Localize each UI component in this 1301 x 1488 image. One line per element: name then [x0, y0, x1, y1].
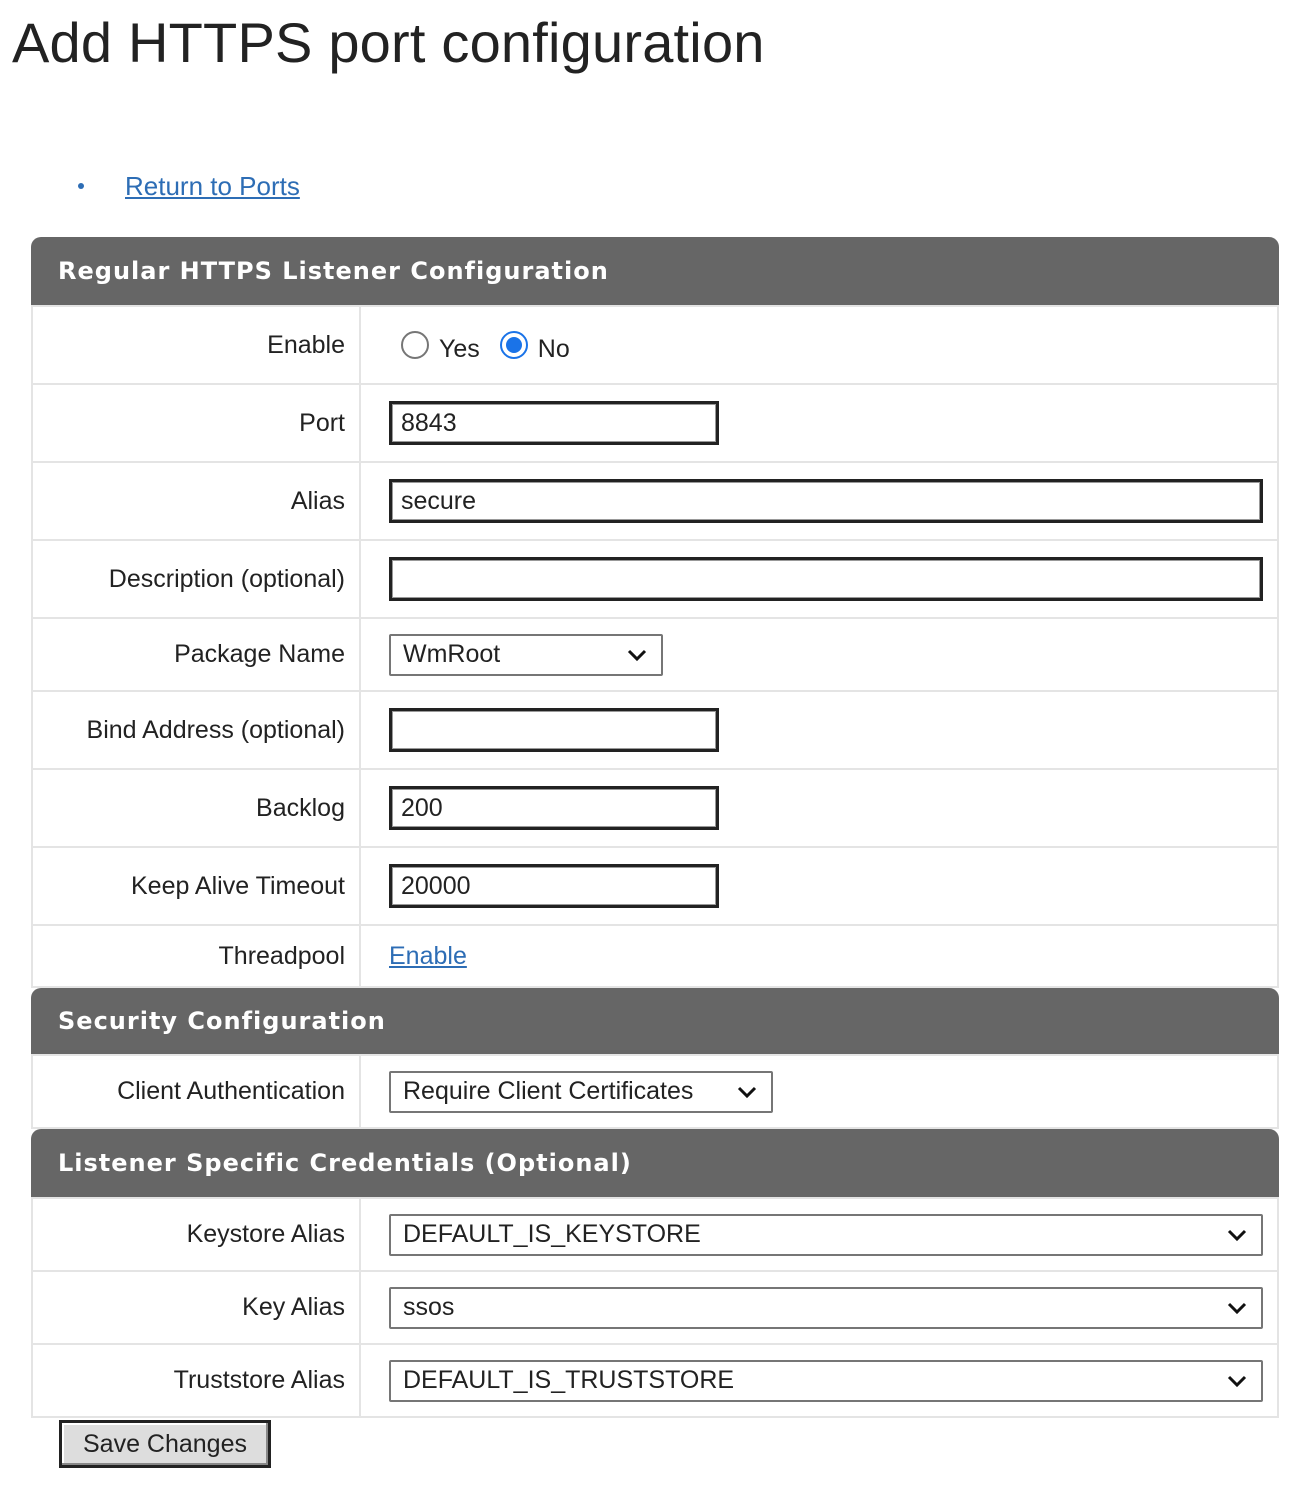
client-auth-select[interactable] — [389, 1071, 773, 1113]
threadpool-label: Threadpool — [32, 925, 360, 987]
keep-alive-value-cell — [360, 847, 1278, 925]
package-name-select[interactable] — [389, 634, 663, 676]
chevron-down-icon — [1225, 1369, 1249, 1393]
save-changes-button[interactable]: Save Changes — [59, 1420, 271, 1468]
description-label: Description (optional) — [32, 540, 360, 618]
nav-item-return — [78, 168, 300, 204]
alias-input[interactable] — [389, 479, 1263, 523]
client-auth-selected: Require Client Certificates — [403, 1077, 694, 1105]
enable-yes-radio[interactable] — [401, 331, 429, 359]
keep-alive-label: Keep Alive Timeout — [32, 847, 360, 925]
port-label: Port — [32, 384, 360, 462]
enable-radio-group — [389, 331, 1261, 363]
form-row-keep-alive — [32, 847, 1278, 925]
nav-list — [78, 168, 300, 204]
enable-no-label: No — [537, 334, 570, 363]
form-row-key-alias — [32, 1271, 1278, 1344]
port-config-form — [31, 237, 1279, 1418]
chevron-down-icon — [1225, 1223, 1249, 1247]
page-title: Add HTTPS port configuration — [12, 11, 765, 74]
form-row-package — [32, 618, 1278, 691]
bind-address-input[interactable] — [389, 708, 719, 752]
client-auth-label: Client Authentication — [32, 1055, 360, 1128]
form-row-bind-address — [32, 691, 1278, 769]
keystore-alias-selected: DEFAULT_IS_KEYSTORE — [403, 1220, 701, 1248]
backlog-value-cell — [360, 769, 1278, 847]
bind-address-value-cell — [360, 691, 1278, 769]
return-to-ports-link[interactable]: Return to Ports — [125, 170, 300, 201]
keystore-alias-select[interactable] — [389, 1214, 1263, 1256]
credentials-section-header: Listener Specific Credentials (Optional) — [31, 1129, 1279, 1197]
key-alias-label: Key Alias — [32, 1271, 360, 1344]
form-row-threadpool — [32, 925, 1278, 987]
bullet-icon — [78, 183, 84, 189]
security-table — [31, 1054, 1279, 1129]
package-name-value-cell — [360, 618, 1278, 691]
form-row-port — [32, 384, 1278, 462]
truststore-alias-value-cell — [360, 1344, 1278, 1417]
key-alias-value-cell — [360, 1271, 1278, 1344]
alias-value-cell — [360, 462, 1278, 540]
form-row-enable — [32, 306, 1278, 384]
chevron-down-icon — [735, 1080, 759, 1104]
key-alias-selected: ssos — [403, 1293, 455, 1321]
keep-alive-input[interactable] — [389, 864, 719, 908]
backlog-input[interactable] — [389, 786, 719, 830]
enable-yes-label: Yes — [439, 334, 480, 363]
backlog-label: Backlog — [32, 769, 360, 847]
form-row-alias — [32, 462, 1278, 540]
client-auth-value-cell — [360, 1055, 1278, 1128]
description-value-cell — [360, 540, 1278, 618]
port-value-cell — [360, 384, 1278, 462]
chevron-down-icon — [1225, 1296, 1249, 1320]
package-name-selected: WmRoot — [403, 640, 501, 668]
chevron-down-icon — [625, 643, 649, 667]
form-row-description — [32, 540, 1278, 618]
package-name-label: Package Name — [32, 618, 360, 691]
description-input[interactable] — [389, 557, 1263, 601]
enable-no-radio[interactable] — [500, 331, 528, 359]
truststore-alias-select[interactable] — [389, 1360, 1263, 1402]
truststore-alias-label: Truststore Alias — [32, 1344, 360, 1417]
form-row-client-auth — [32, 1055, 1278, 1128]
security-section-header: Security Configuration — [31, 988, 1279, 1054]
listener-table — [31, 305, 1279, 988]
listener-section-header: Regular HTTPS Listener Configuration — [31, 237, 1279, 305]
port-input[interactable] — [389, 401, 719, 445]
form-row-backlog — [32, 769, 1278, 847]
alias-label: Alias — [32, 462, 360, 540]
key-alias-select[interactable] — [389, 1287, 1263, 1329]
bind-address-label: Bind Address (optional) — [32, 691, 360, 769]
keystore-alias-label: Keystore Alias — [32, 1198, 360, 1271]
threadpool-value-cell — [360, 925, 1278, 987]
enable-label: Enable — [32, 306, 360, 384]
enable-value-cell — [360, 306, 1278, 384]
form-row-truststore — [32, 1344, 1278, 1417]
keystore-alias-value-cell — [360, 1198, 1278, 1271]
form-row-keystore — [32, 1198, 1278, 1271]
truststore-alias-selected: DEFAULT_IS_TRUSTSTORE — [403, 1366, 735, 1394]
credentials-table — [31, 1197, 1279, 1418]
threadpool-enable-link[interactable]: Enable — [389, 941, 467, 970]
